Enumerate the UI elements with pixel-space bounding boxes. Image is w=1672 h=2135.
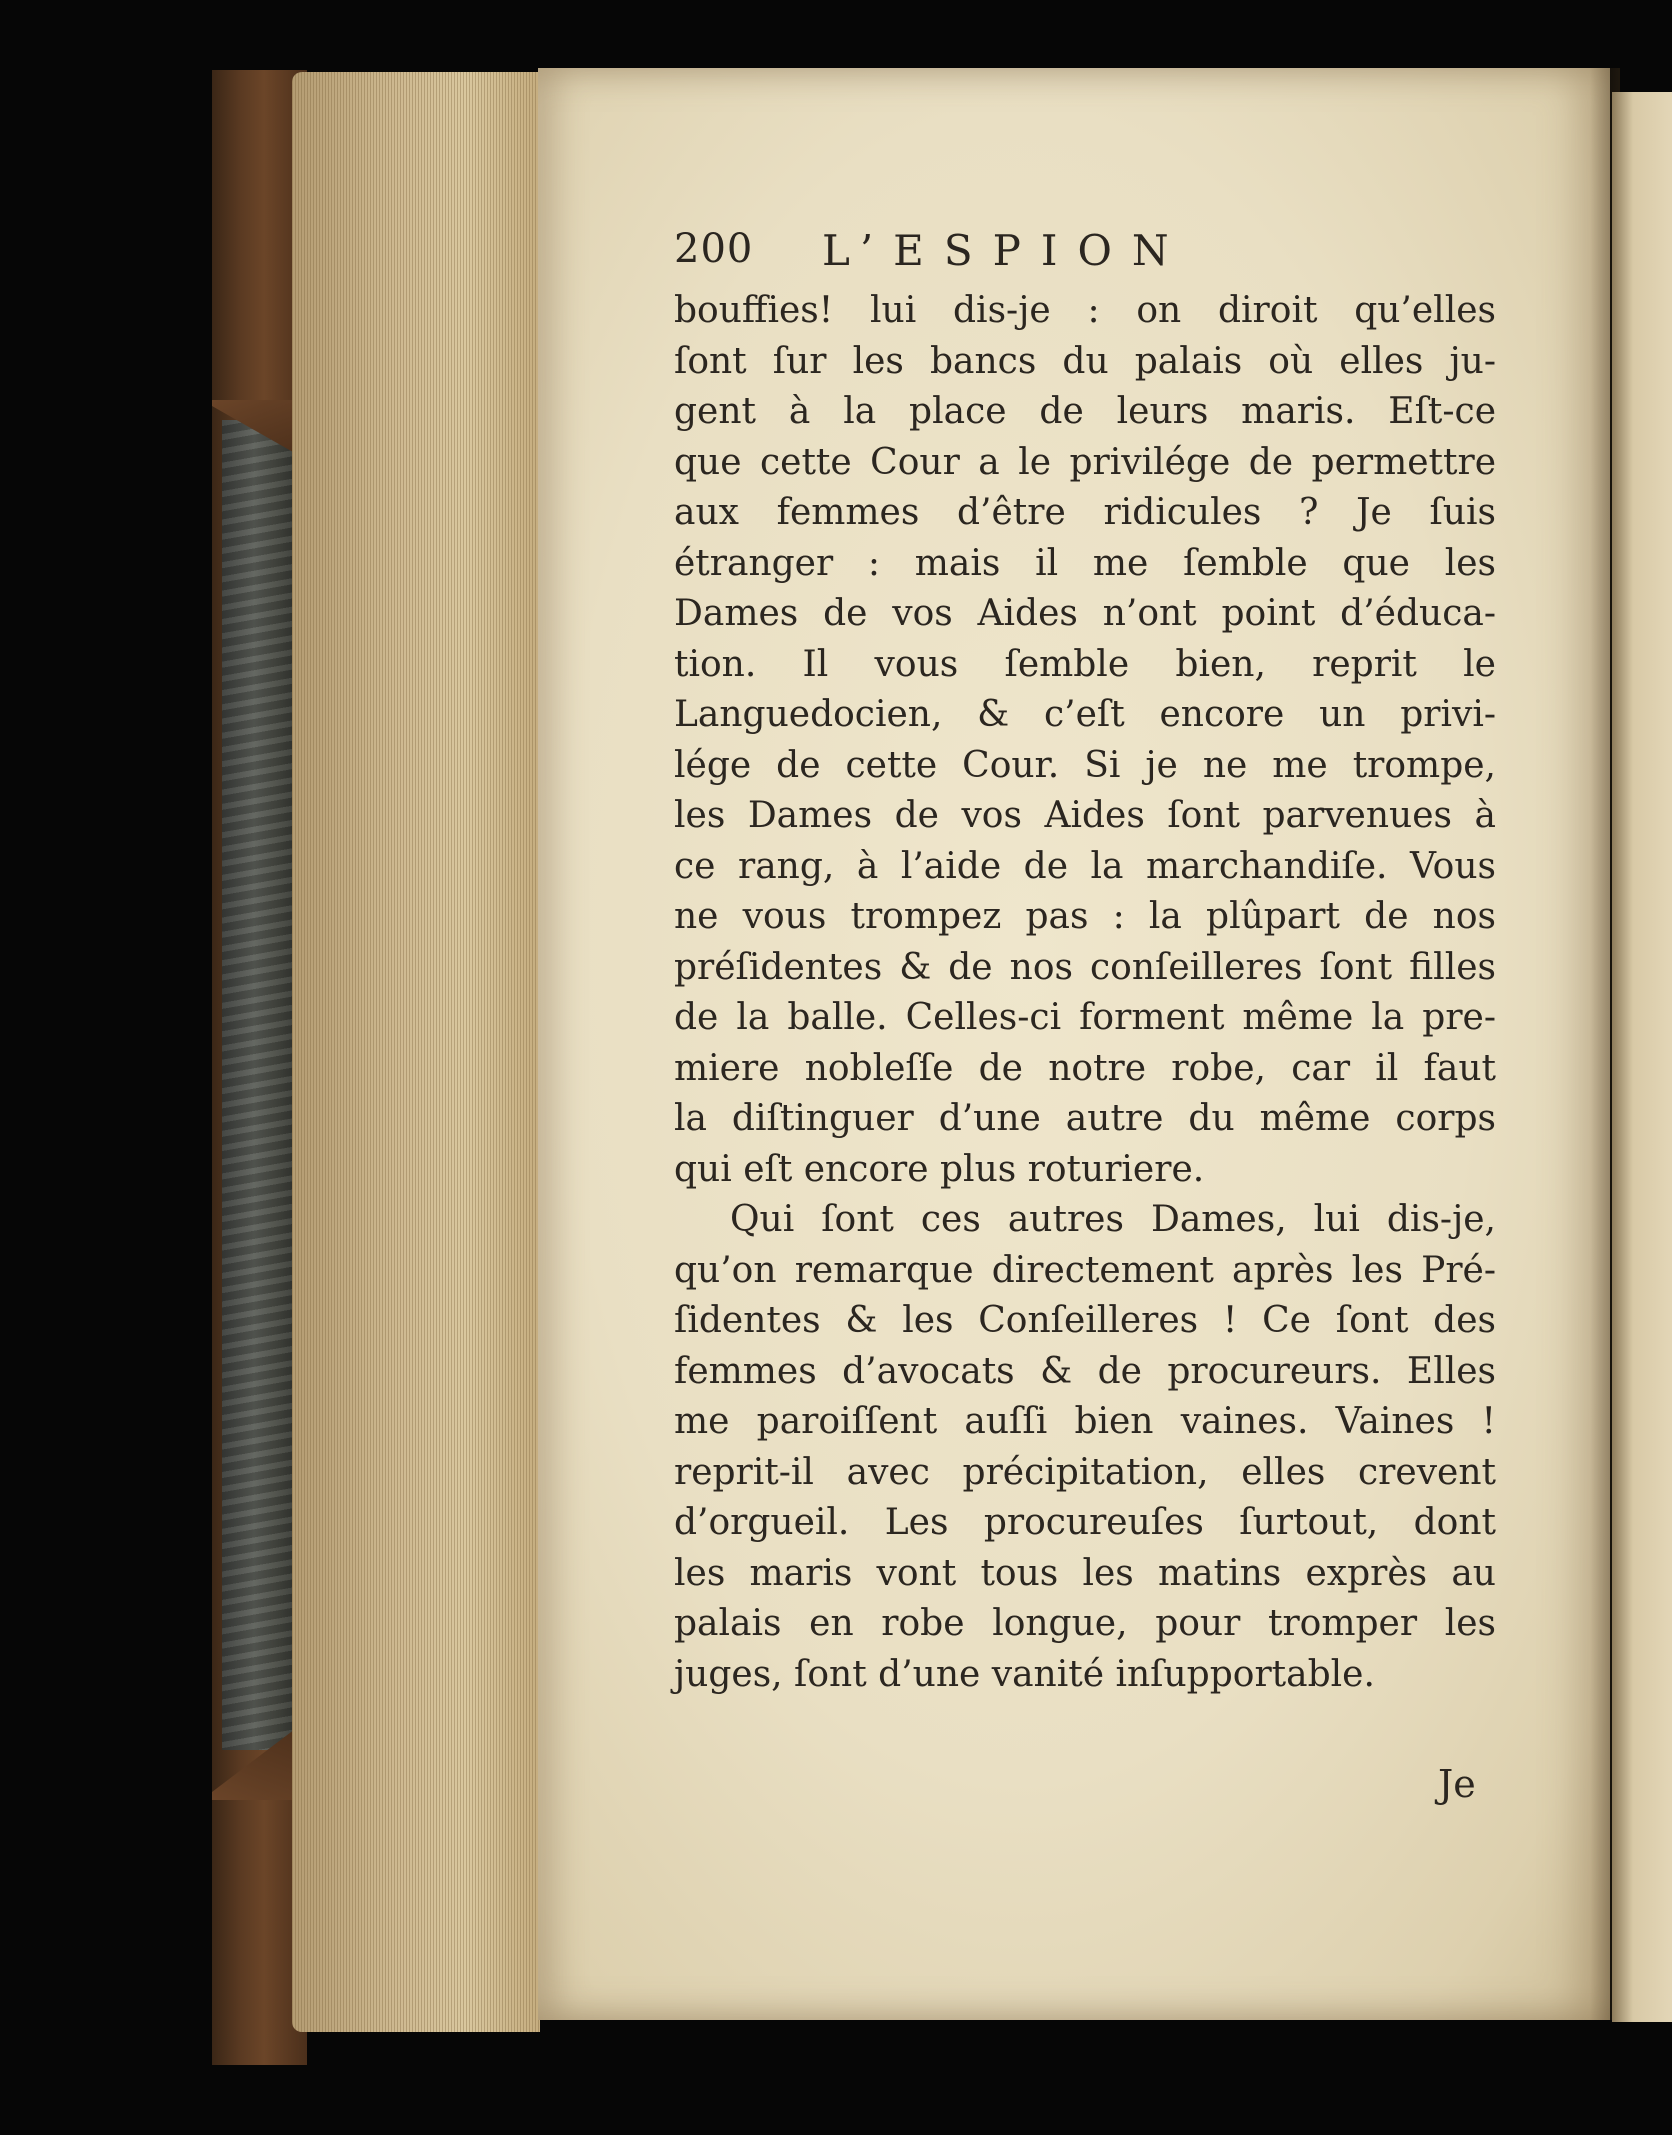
text-line: ne vous trompez pas : la plûpart de nos — [674, 896, 1496, 937]
text-line: reprit-il avec précipitation, elles crevent — [674, 1451, 1496, 1493]
page-header — [674, 226, 1496, 286]
marbled-board — [222, 420, 302, 1750]
text-line: les Dames de vos Aides ſont parvenues à — [674, 795, 1496, 836]
text-line: les maris vont tous les matins exprès au — [674, 1552, 1496, 1594]
text-line: qu’on remarque directement après les Pré- — [674, 1249, 1496, 1291]
facing-page-edge — [1612, 92, 1672, 2022]
text-line: Dames de vos Aides n’ont point d’éduca- — [674, 593, 1496, 634]
text-line: qui eſt encore plus roturiere. — [674, 1148, 1205, 1190]
catchword: Je — [1438, 1762, 1476, 1806]
text-line: lége de cette Cour. Si je ne me trompe, — [674, 744, 1496, 786]
text-line: de la balle. Celles-ci forment même la pre- — [674, 997, 1496, 1038]
text-line: ce rang, à l’aide de la marchandiſe. Vous — [674, 845, 1496, 887]
text-line: me paroiſſent auſſi bien vaines. Vaines ! — [674, 1401, 1496, 1442]
text-line: femmes d’avocats & de procureurs. Elles — [674, 1350, 1496, 1392]
text-line: palais en robe longue, pour tromper les — [674, 1603, 1496, 1644]
page-number: 200 — [674, 226, 754, 272]
paragraph-2 — [674, 1195, 1496, 1700]
text-line: ſont ſur les bancs du palais où elles ju- — [674, 340, 1496, 382]
text-line: gent à la place de leurs maris. Eſt-ce — [674, 391, 1496, 432]
page-edges — [292, 72, 540, 2032]
text-line: préſidentes & de nos conſeilleres ſont filles — [674, 946, 1496, 988]
text-line: la diſtinguer d’une autre du même corps — [674, 1098, 1496, 1139]
text-line: juges, ſont d’une vanité inſupportable. — [674, 1653, 1375, 1695]
text-line: aux femmes d’être ridicules ? Je ſuis — [674, 492, 1496, 533]
text-line: étranger : mais il me ſemble que les — [674, 542, 1496, 584]
page-text — [674, 226, 1496, 1700]
running-title: L’ESPION — [822, 226, 1189, 275]
paragraph-1 — [674, 286, 1496, 1195]
text-line: d’orgueil. Les procureuſes ſurtout, dont — [674, 1502, 1496, 1543]
text-line: que cette Cour a le privilége de permettre — [674, 441, 1496, 483]
text-line: Qui ſont ces autres Dames, lui dis-je, — [730, 1199, 1496, 1240]
text-line: bouffies! lui dis-je : on diroit qu’elles — [674, 290, 1496, 331]
text-line: ſidentes & les Conſeilleres ! Ce ſont des — [674, 1300, 1496, 1341]
text-line: miere nobleſſe de notre robe, car il faut — [674, 1047, 1496, 1089]
text-line: Languedocien, & c’eſt encore un privi- — [674, 694, 1496, 735]
text-line: tion. Il vous ſemble bien, reprit le — [674, 643, 1496, 685]
